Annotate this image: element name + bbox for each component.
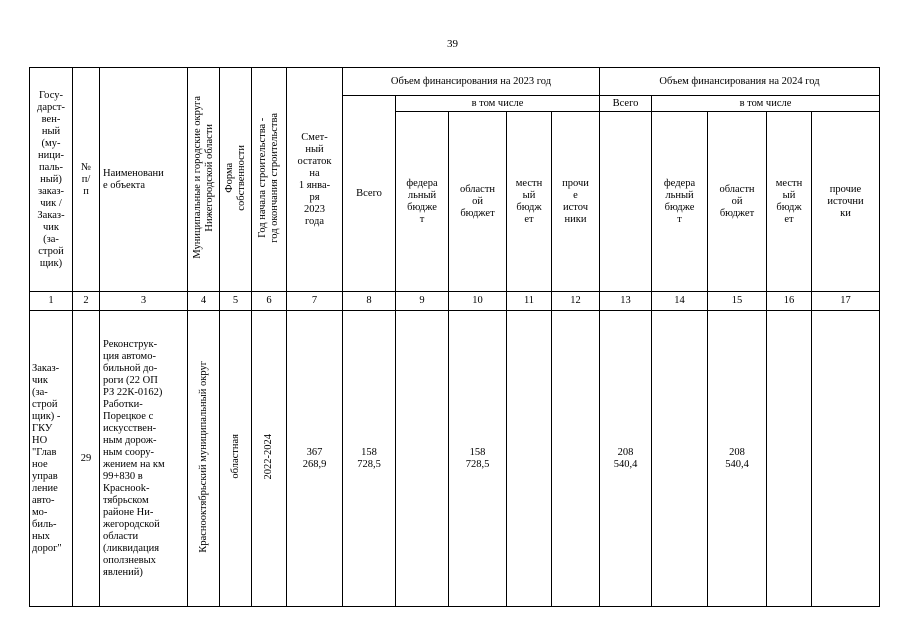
customer-cell: Заказ- чик (за- строй щик) - ГКУ НО "Глав ное управ ление авто- мо- биль- ных дорог" (30, 311, 73, 607)
column-number: 5 (220, 292, 252, 311)
estimate-cell: 367 268,9 (287, 311, 343, 607)
page-number: 39 (447, 38, 458, 50)
header-customer: Госу- дарст- вен- ный (му- ници- паль- ный) заказ- чик / Заказ- чик (за- строй щик) (30, 68, 73, 292)
header-estimate: Смет- ный остаток на 1 янва- ря 2023 года (287, 68, 343, 292)
column-number: 2 (73, 292, 100, 311)
local-2023-cell (507, 311, 552, 607)
header-object-name: Наименовани е объекта (100, 68, 188, 292)
header-local-2023: местн ый бюдж ет (507, 112, 552, 292)
financing-table (29, 67, 880, 607)
federal-2023-cell (396, 311, 449, 607)
other-2023-cell (552, 311, 600, 607)
total-2024-cell: 208 540,4 (600, 311, 652, 607)
header-other-2024: прочие источни ки (812, 112, 880, 292)
header-ownership: Форма собственности (220, 68, 252, 292)
years-cell: 2022-2024 (252, 311, 287, 607)
column-number: 3 (100, 292, 188, 311)
federal-2024-cell (652, 311, 708, 607)
ownership-cell: областная (220, 311, 252, 607)
header-including-2024: в том числе (652, 96, 880, 112)
header-financing-2023: Объем финансирования на 2023 год (343, 68, 600, 96)
header-number: № п/ п (73, 68, 100, 292)
header-total-2023: Всего (343, 96, 396, 292)
header-total-2024: Всего (600, 96, 652, 112)
header-regional-2024: областн ой бюджет (708, 112, 767, 292)
other-2024-cell (812, 311, 880, 607)
total-2023-cell: 158 728,5 (343, 311, 396, 607)
column-number: 17 (812, 292, 880, 311)
header-financing-2024: Объем финансирования на 2024 год (600, 68, 880, 96)
regional-2024-cell: 208 540,4 (708, 311, 767, 607)
column-number: 13 (600, 292, 652, 311)
regional-2023-cell: 158 728,5 (449, 311, 507, 607)
column-number: 7 (287, 292, 343, 311)
column-number-row (30, 292, 880, 311)
column-number: 1 (30, 292, 73, 311)
header-years: Год начала строительства - год окончания строительства (252, 68, 287, 292)
column-number: 6 (252, 292, 287, 311)
column-number: 14 (652, 292, 708, 311)
district-cell: Краснооктябрьский муниципальный округ (188, 311, 220, 607)
header-local-2024: местн ый бюдж ет (767, 112, 812, 292)
row-number-cell: 29 (73, 311, 100, 607)
column-number: 12 (552, 292, 600, 311)
column-number: 15 (708, 292, 767, 311)
column-number: 11 (507, 292, 552, 311)
object-name-cell: Реконструк- ция автомо- бильной до- роги (22 ОП РЗ 22К-0162) Работки- Порецкое с искусствен- ным дорож- ным соору- жением на км 99+830 в Краснооk- тябрьском районе Ни- жегородской области (ликвидация оползневых явлений) (100, 311, 188, 607)
local-2024-cell (767, 311, 812, 607)
header-regional-2023: областн ой бюджет (449, 112, 507, 292)
header-federal-2023: федера льный бюдже т (396, 112, 449, 292)
table-row (30, 311, 880, 607)
header-row-1 (30, 68, 880, 96)
column-number: 9 (396, 292, 449, 311)
column-number: 8 (343, 292, 396, 311)
header-including-2023: в том числе (396, 96, 600, 112)
column-number: 4 (188, 292, 220, 311)
column-number: 16 (767, 292, 812, 311)
header-total-2024-blank (600, 112, 652, 292)
column-number: 10 (449, 292, 507, 311)
header-district: Муниципальные и городские округа Нижегородской области (188, 68, 220, 292)
header-federal-2024: федера льный бюдже т (652, 112, 708, 292)
header-other-2023: прочи е источ ники (552, 112, 600, 292)
